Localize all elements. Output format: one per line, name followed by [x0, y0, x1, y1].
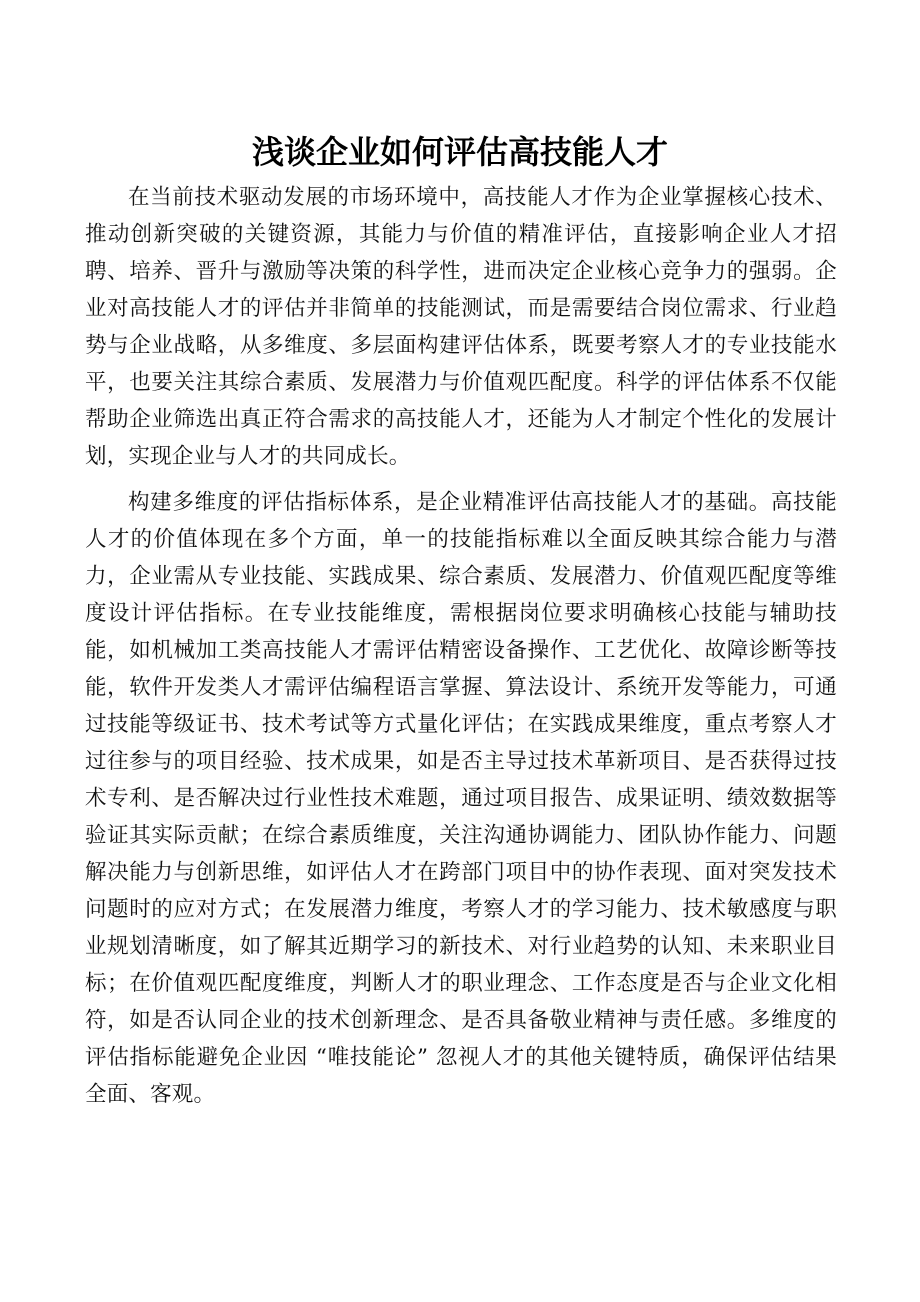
- paragraph-evaluation-system: 构建多维度的评估指标体系，是企业精准评估高技能人才的基础。高技能人才的价值体现在多个方面，单一的技能指标难以全面反映其综合能力与潜力，企业需从专业技能、实践成果、综合素质、发展潜力、价值观匹配度等维度设计评估指标。在专业技能维度，需根据岗位要求明确核心技能与辅助技能，如机械加工类高技能人才需评估精密设备操作、工艺优化、故障诊断等技能，软件开发类人才需评估编程语言掌握、算法设计、系统开发等能力，可通过技能等级证书、技术考试等方式量化评估；在实践成果维度，重点考察人才过往参与的项目经验、技术成果，如是否主导过技术革新项目、是否获得过技术专利、是否解决过行业性技术难题，通过项目报告、成果证明、绩效数据等验证其实际贡献；在综合素质维度，关注沟通协调能力、团队协作能力、问题解决能力与创新思维，如评估人才在跨部门项目中的协作表现、面对突发技术问题时的应对方式；在发展潜力维度，考察人才的学习能力、技术敏感度与职业规划清晰度，如了解其近期学习的新技术、对行业趋势的认知、未来职业目标；在价值观匹配度维度，判断人才的职业理念、工作态度是否与企业文化相符，如是否认同企业的技术创新理念、是否具备敬业精神与责任感。多维度的评估指标能避免企业因 “唯技能论” 忽视人才的其他关键特质，确保评估结果全面、客观。: [85, 490, 837, 1107]
- document-body: [85, 179, 837, 1122]
- paragraph-intro: 在当前技术驱动发展的市场环境中，高技能人才作为企业掌握核心技术、推动创新突破的关键资源，其能力与价值的精准评估，直接影响企业人才招聘、培养、晋升与激励等决策的科学性，进而决定企业核心竞争力的强弱。企业对高技能人才的评估并非简单的技能测试，而是需要结合岗位需求、行业趋势与企业战略，从多维度、多层面构建评估体系，既要考察人才的专业技能水平，也要关注其综合素质、发展潜力与价值观匹配度。科学的评估体系不仅能帮助企业筛选出真正符合需求的高技能人才，还能为人才制定个性化的发展计划，实现企业与人才的共同成长。: [85, 185, 837, 469]
- document-title: 浅谈企业如何评估高技能人才: [251, 133, 668, 171]
